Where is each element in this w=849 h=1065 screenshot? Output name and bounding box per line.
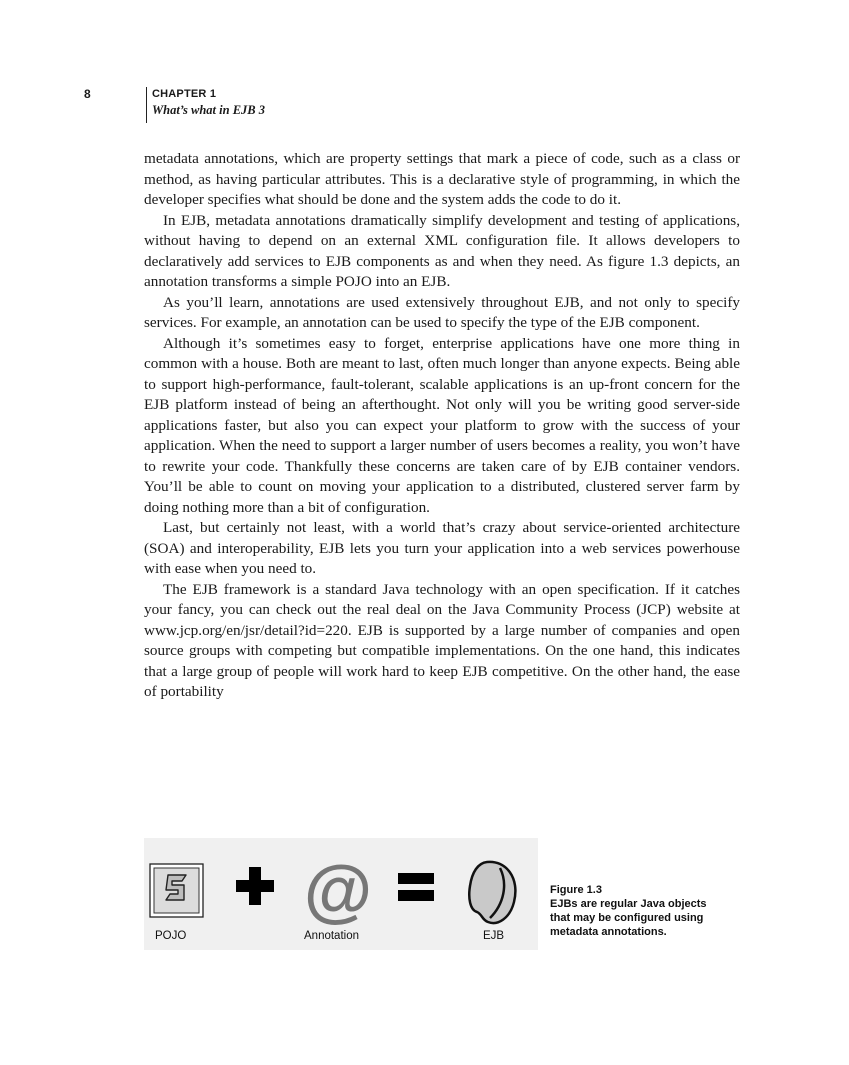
figure-caption-text: EJBs are regular Java objects that may be configured using metadata annotations.	[550, 898, 707, 938]
paragraph: The EJB framework is a standard Java technology with an open specification. If it catches your fancy, you can check out the real deal on the Java Community Process (JCP) website at www.jcp.org/en/jsr/detail?id=220. EJB is supported by a large number of companies and open source groups with competing but compatible implementations. On the one hand, this indicates that a large group of people will work hard to keep EJB competitive. On the other hand, the ease of portability	[144, 580, 740, 700]
running-head	[146, 87, 265, 123]
figure-1-3	[144, 838, 538, 950]
paragraph: Last, but certainly not least, with a world that’s crazy about service-oriented architecture (SOA) and interoperability, EJB lets you turn your application into a web services powerhouse with ease when you need to.	[144, 519, 740, 577]
pojo-icon	[150, 864, 203, 917]
figure-number: Figure 1.3	[550, 884, 602, 896]
paragraph: As you’ll learn, annotations are used extensively throughout EJB, and not only to specify services. For example, an annotation can be used to specify the type of the EJB component.	[144, 293, 740, 331]
chapter-label: CHAPTER 1	[152, 88, 217, 100]
chapter-title: What’s what in EJB 3	[152, 103, 266, 117]
paragraph: In EJB, metadata annotations dramatically simplify development and testing of applications, without having to depend on an external XML configuration file. It allows developers to declaratively add services to EJB components as and when they need. As figure 1.3 depicts, an annotation transforms a simple POJO into an EJB.	[144, 211, 740, 290]
figure-caption	[550, 883, 740, 939]
pojo-label: POJO	[155, 930, 187, 942]
ejb-label: EJB	[483, 930, 505, 942]
page-number: 8	[84, 87, 91, 101]
svg-text:@: @	[303, 851, 373, 929]
plus-icon	[236, 867, 274, 905]
body-text	[144, 149, 740, 703]
equals-icon	[398, 873, 434, 901]
annotation-label: Annotation	[304, 930, 359, 942]
at-sign-icon	[304, 851, 372, 929]
paragraph: Although it’s sometimes easy to forget, enterprise applications have one more thing in common with a house. Both are meant to last, often much longer than anyone expects. Being able to support high-performance, fault-tolerant, scalable applications is an up-front concern for the EJB platform instead of being an afterthought. Not only will you be writing good server-side applications faster, but also you can expect your platform to grow with the success of your application. When the need to support a larger number of users becomes a reality, you won’t have to rewrite your code. Thankfully these concerns are taken care of by EJB container vendors. You’ll be able to count on moving your application to a distributed, clustered server farm by doing nothing more than a bit of configuration.	[144, 334, 740, 516]
paragraph: metadata annotations, which are property settings that mark a piece of code, such as a class or method, as having particular attributes. This is a declarative style of programming, in which the developer specifies what should be done and the system adds the code to do it.	[144, 150, 740, 208]
bean-icon	[469, 862, 515, 923]
